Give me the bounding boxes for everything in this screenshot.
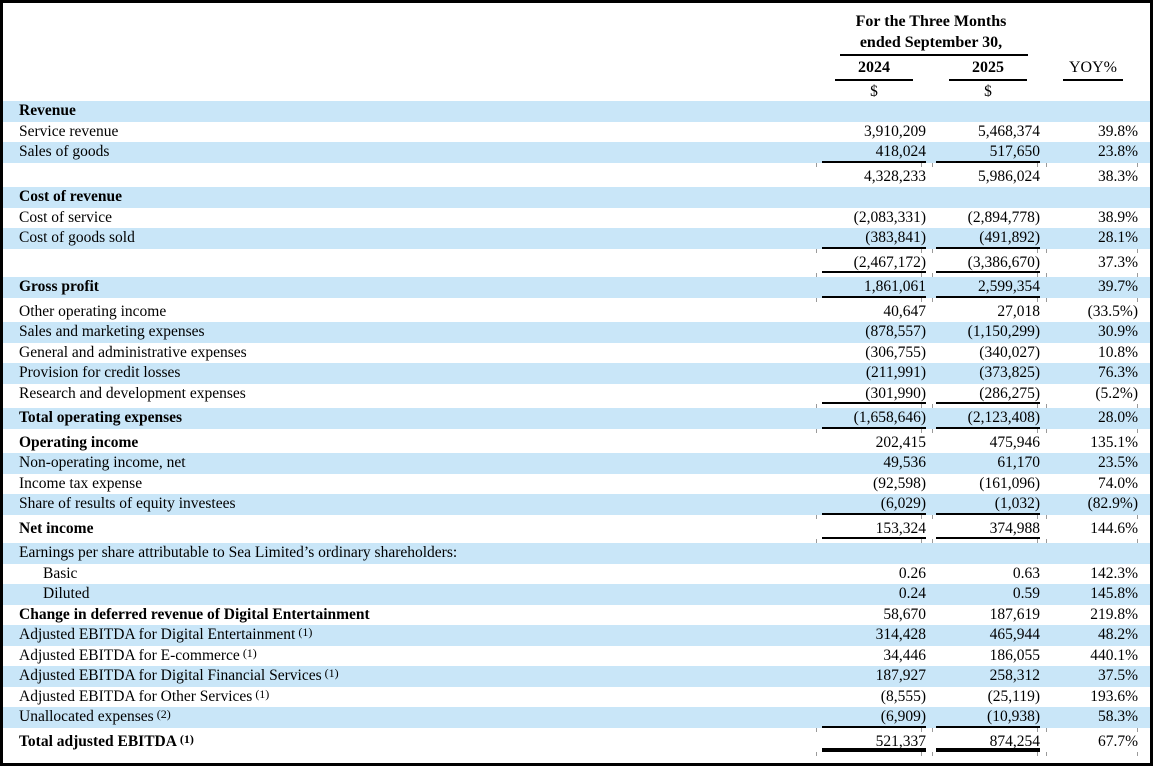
row-label xyxy=(3,646,822,667)
column-rule-2024 xyxy=(835,79,913,81)
value-2025 xyxy=(936,187,1040,208)
column-header-2024-label: 2024 xyxy=(858,59,890,76)
year-columns xyxy=(822,56,1040,81)
row-label xyxy=(3,122,822,143)
value-yoy: 28.1% xyxy=(1097,229,1138,246)
row-label xyxy=(3,453,822,474)
currency-symbol-2024: $ xyxy=(870,83,878,100)
table-row xyxy=(3,101,1150,122)
value-2025: 5,986,024 xyxy=(978,167,1040,185)
value-2024: (1,658,646) xyxy=(822,408,926,429)
value-2024: 34,446 xyxy=(883,646,926,664)
row-label xyxy=(3,605,822,626)
footnote-marker: (1) xyxy=(298,625,313,639)
value-yoy: (33.5%) xyxy=(1087,302,1138,320)
table-row xyxy=(3,384,1150,405)
table-row xyxy=(3,187,1150,208)
row-label-text: Unallocated expenses xyxy=(19,708,154,725)
row-label xyxy=(3,277,822,298)
row-label xyxy=(3,208,822,229)
row-label xyxy=(3,584,822,605)
value-yoy xyxy=(1048,187,1138,208)
value-2024: 0.26 xyxy=(898,564,926,582)
value-2024: (92,598) xyxy=(873,474,926,492)
table-row xyxy=(3,322,1150,343)
value-yoy: 144.6% xyxy=(1090,519,1138,537)
value-2025: (340,027) xyxy=(979,343,1040,361)
value-2024: (211,991) xyxy=(865,364,926,381)
row-label xyxy=(3,142,822,163)
table-row xyxy=(3,408,1150,429)
value-yoy: 37.5% xyxy=(1097,667,1138,684)
table-row xyxy=(3,519,1150,540)
value-2024: (306,755) xyxy=(865,343,926,361)
table-row xyxy=(3,142,1150,163)
value-2025: 0.63 xyxy=(1012,564,1040,582)
value-2025: 475,946 xyxy=(989,433,1040,451)
value-yoy: 23.8% xyxy=(1097,143,1138,160)
value-yoy: 38.9% xyxy=(1097,208,1138,226)
footnote-marker: (1) xyxy=(255,686,270,701)
value-yoy: (5.2%) xyxy=(1095,384,1138,402)
currency-row-yoy-spacer xyxy=(1048,82,1138,101)
value-2025: (3,386,670) xyxy=(936,253,1040,274)
value-2025: 0.59 xyxy=(1012,585,1040,602)
footnote-marker: (1) xyxy=(324,666,339,680)
table-header xyxy=(3,3,1150,81)
row-label xyxy=(3,167,822,188)
table-row xyxy=(3,732,1150,753)
value-2024: 40,647 xyxy=(883,302,926,320)
value-yoy: 30.9% xyxy=(1097,323,1138,340)
row-label-text: Non-operating income, net xyxy=(19,454,186,471)
value-2025: 874,254 xyxy=(936,732,1040,753)
value-yoy: 37.3% xyxy=(1097,253,1138,271)
row-label xyxy=(3,253,822,274)
table-row xyxy=(3,625,1150,646)
row-label-text: General and administrative expenses xyxy=(19,343,247,361)
column-header-yoy xyxy=(1048,58,1138,81)
row-label xyxy=(3,625,822,646)
value-2025: (2,123,408) xyxy=(936,408,1040,429)
row-label xyxy=(3,543,822,564)
value-2024: (2,083,331) xyxy=(853,208,926,226)
column-header-yoy-label: YOY% xyxy=(1069,59,1117,76)
row-label-text: Adjusted EBITDA for Digital Financial Services xyxy=(19,667,322,684)
value-yoy: (82.9%) xyxy=(1087,495,1138,512)
value-yoy: 28.0% xyxy=(1097,409,1138,426)
value-2025 xyxy=(936,543,1040,564)
value-2025: 465,944 xyxy=(989,626,1040,643)
row-label xyxy=(3,101,822,122)
table-row xyxy=(3,646,1150,667)
value-2025: 187,619 xyxy=(989,605,1040,623)
value-yoy: 145.8% xyxy=(1090,585,1138,602)
table-row xyxy=(3,453,1150,474)
value-2024: (6,029) xyxy=(822,494,926,515)
value-2024: 153,324 xyxy=(822,519,926,540)
value-2025: (286,275) xyxy=(936,384,1040,405)
value-2024: 49,536 xyxy=(883,454,926,471)
row-label xyxy=(3,343,822,364)
row-label-text: Change in deferred revenue of Digital Entertainment xyxy=(19,605,370,623)
value-2024: 521,337 xyxy=(822,732,926,753)
value-yoy: 135.1% xyxy=(1090,433,1138,451)
table-row xyxy=(3,666,1150,687)
row-label xyxy=(3,228,822,249)
value-2024 xyxy=(822,187,926,208)
currency-row xyxy=(3,81,1150,101)
value-2024: (8,555) xyxy=(880,687,926,705)
value-2024: 0.24 xyxy=(898,585,926,602)
value-2025 xyxy=(936,101,1040,122)
period-title-line1: For the Three Months xyxy=(855,13,1007,30)
table-row xyxy=(3,707,1150,728)
period-title-line2: ended September 30, xyxy=(859,34,1003,51)
value-2025: 517,650 xyxy=(936,142,1040,163)
value-2025: (1,150,299) xyxy=(967,323,1040,340)
value-2025: 5,468,374 xyxy=(978,122,1040,140)
value-2024: 1,861,061 xyxy=(822,277,926,298)
row-label-text: Other operating income xyxy=(19,302,167,320)
column-header-2025-label: 2025 xyxy=(972,59,1004,76)
value-2024 xyxy=(822,543,926,564)
row-label-text: Total adjusted EBITDA xyxy=(19,732,177,750)
row-label-text: Cost of revenue xyxy=(19,188,123,205)
currency-row-spacer xyxy=(3,82,822,101)
value-yoy: 440.1% xyxy=(1090,646,1138,664)
column-header-2025 xyxy=(936,56,1040,81)
row-label xyxy=(3,187,822,208)
row-label-text: Net income xyxy=(19,519,94,537)
row-label xyxy=(3,302,822,323)
table-row xyxy=(3,584,1150,605)
table-row xyxy=(3,343,1150,364)
table-row xyxy=(3,122,1150,143)
row-label xyxy=(3,322,822,343)
table-body xyxy=(3,101,1150,756)
table-row xyxy=(3,363,1150,384)
value-2024: (383,841) xyxy=(822,228,926,249)
value-2025: 2,599,354 xyxy=(936,277,1040,298)
value-2025: (161,096) xyxy=(979,474,1040,492)
value-2024: 314,428 xyxy=(875,626,926,643)
value-2024: (301,990) xyxy=(822,384,926,405)
row-label-text: Cost of goods sold xyxy=(19,229,135,246)
value-2024: 3,910,209 xyxy=(864,122,926,140)
table-row xyxy=(3,543,1150,564)
table-row xyxy=(3,167,1150,188)
row-label xyxy=(3,519,822,540)
row-label-text: Revenue xyxy=(19,102,76,119)
table-row xyxy=(3,277,1150,298)
row-label-text: Operating income xyxy=(19,433,139,451)
value-2024: (2,467,172) xyxy=(822,253,926,274)
row-label-text: Cost of service xyxy=(19,208,112,226)
value-yoy: 193.6% xyxy=(1090,687,1138,705)
row-label-text: Earnings per share attributable to Sea Limited’s ordinary shareholders: xyxy=(19,544,458,561)
value-yoy: 76.3% xyxy=(1097,364,1138,381)
row-label xyxy=(3,666,822,687)
value-2025: (491,892) xyxy=(936,228,1040,249)
value-yoy: 219.8% xyxy=(1090,605,1138,623)
value-yoy: 142.3% xyxy=(1090,564,1138,582)
value-yoy xyxy=(1048,543,1138,564)
row-label-text: Adjusted EBITDA for Digital Entertainment xyxy=(19,626,296,643)
table-row xyxy=(3,228,1150,249)
value-2024: 187,927 xyxy=(875,667,926,684)
period-header xyxy=(822,11,1040,81)
value-yoy: 23.5% xyxy=(1097,454,1138,471)
value-2024: 418,024 xyxy=(822,142,926,163)
row-label xyxy=(3,732,822,753)
row-label-text: Sales and marketing expenses xyxy=(19,323,205,340)
value-yoy: 39.8% xyxy=(1097,122,1138,140)
row-label-text: Total operating expenses xyxy=(19,409,183,426)
value-2024: 4,328,233 xyxy=(864,167,926,185)
value-yoy: 58.3% xyxy=(1097,708,1138,725)
value-yoy: 10.8% xyxy=(1097,343,1138,361)
value-2024: (878,557) xyxy=(865,323,926,340)
value-yoy: 67.7% xyxy=(1097,732,1138,750)
row-label xyxy=(3,384,822,405)
column-rule-2025 xyxy=(949,79,1027,81)
value-2024: 58,670 xyxy=(883,605,926,623)
value-2025: (25,119) xyxy=(987,687,1040,705)
value-2025: (1,032) xyxy=(936,494,1040,515)
footnote-marker: (1) xyxy=(179,731,194,746)
value-yoy: 74.0% xyxy=(1097,474,1138,492)
row-label xyxy=(3,433,822,454)
column-header-2024 xyxy=(822,56,926,81)
currency-symbol-2025: $ xyxy=(984,83,992,100)
row-label-text: Income tax expense xyxy=(19,474,143,492)
footnote-marker: (2) xyxy=(156,707,171,721)
table-row xyxy=(3,433,1150,454)
row-label-text: Adjusted EBITDA for Other Services xyxy=(19,687,253,705)
value-yoy: 39.7% xyxy=(1097,278,1138,295)
table-row xyxy=(3,494,1150,515)
row-label-text: Service revenue xyxy=(19,122,119,140)
table-row xyxy=(3,564,1150,585)
row-label-text: Adjusted EBITDA for E-commerce xyxy=(19,646,240,664)
row-spacer xyxy=(3,752,1150,756)
value-2025: (2,894,778) xyxy=(967,208,1040,226)
row-label xyxy=(3,687,822,708)
value-2025: (373,825) xyxy=(979,364,1040,381)
row-label-text: Diluted xyxy=(43,585,90,602)
table-row xyxy=(3,253,1150,274)
row-label-text: Share of results of equity investees xyxy=(19,495,236,512)
row-label-text: Basic xyxy=(43,564,78,582)
value-2024: 202,415 xyxy=(875,433,926,451)
row-label-text: Gross profit xyxy=(19,278,99,295)
row-label xyxy=(3,474,822,495)
value-2025: 258,312 xyxy=(989,667,1040,684)
table-row xyxy=(3,605,1150,626)
value-2025: 27,018 xyxy=(997,302,1040,320)
row-label xyxy=(3,564,822,585)
row-label-text: Provision for credit losses xyxy=(19,364,181,381)
table-row xyxy=(3,687,1150,708)
value-yoy xyxy=(1048,101,1138,122)
row-label-text: Research and development expenses xyxy=(19,384,246,402)
value-2024 xyxy=(822,101,926,122)
row-label-text: Sales of goods xyxy=(19,143,110,160)
table-row xyxy=(3,474,1150,495)
footnote-marker: (1) xyxy=(242,645,257,660)
table-row xyxy=(3,302,1150,323)
value-yoy: 48.2% xyxy=(1097,626,1138,643)
value-2025: 186,055 xyxy=(989,646,1040,664)
row-label xyxy=(3,363,822,384)
value-2024: (6,909) xyxy=(822,707,926,728)
value-yoy: 38.3% xyxy=(1097,167,1138,185)
value-2025: (10,938) xyxy=(936,707,1040,728)
row-label xyxy=(3,494,822,515)
table-row xyxy=(3,208,1150,229)
value-2025: 374,988 xyxy=(936,519,1040,540)
column-rule-yoy xyxy=(1063,79,1123,81)
row-label xyxy=(3,707,822,728)
value-2025: 61,170 xyxy=(997,454,1040,471)
row-label xyxy=(3,408,822,429)
